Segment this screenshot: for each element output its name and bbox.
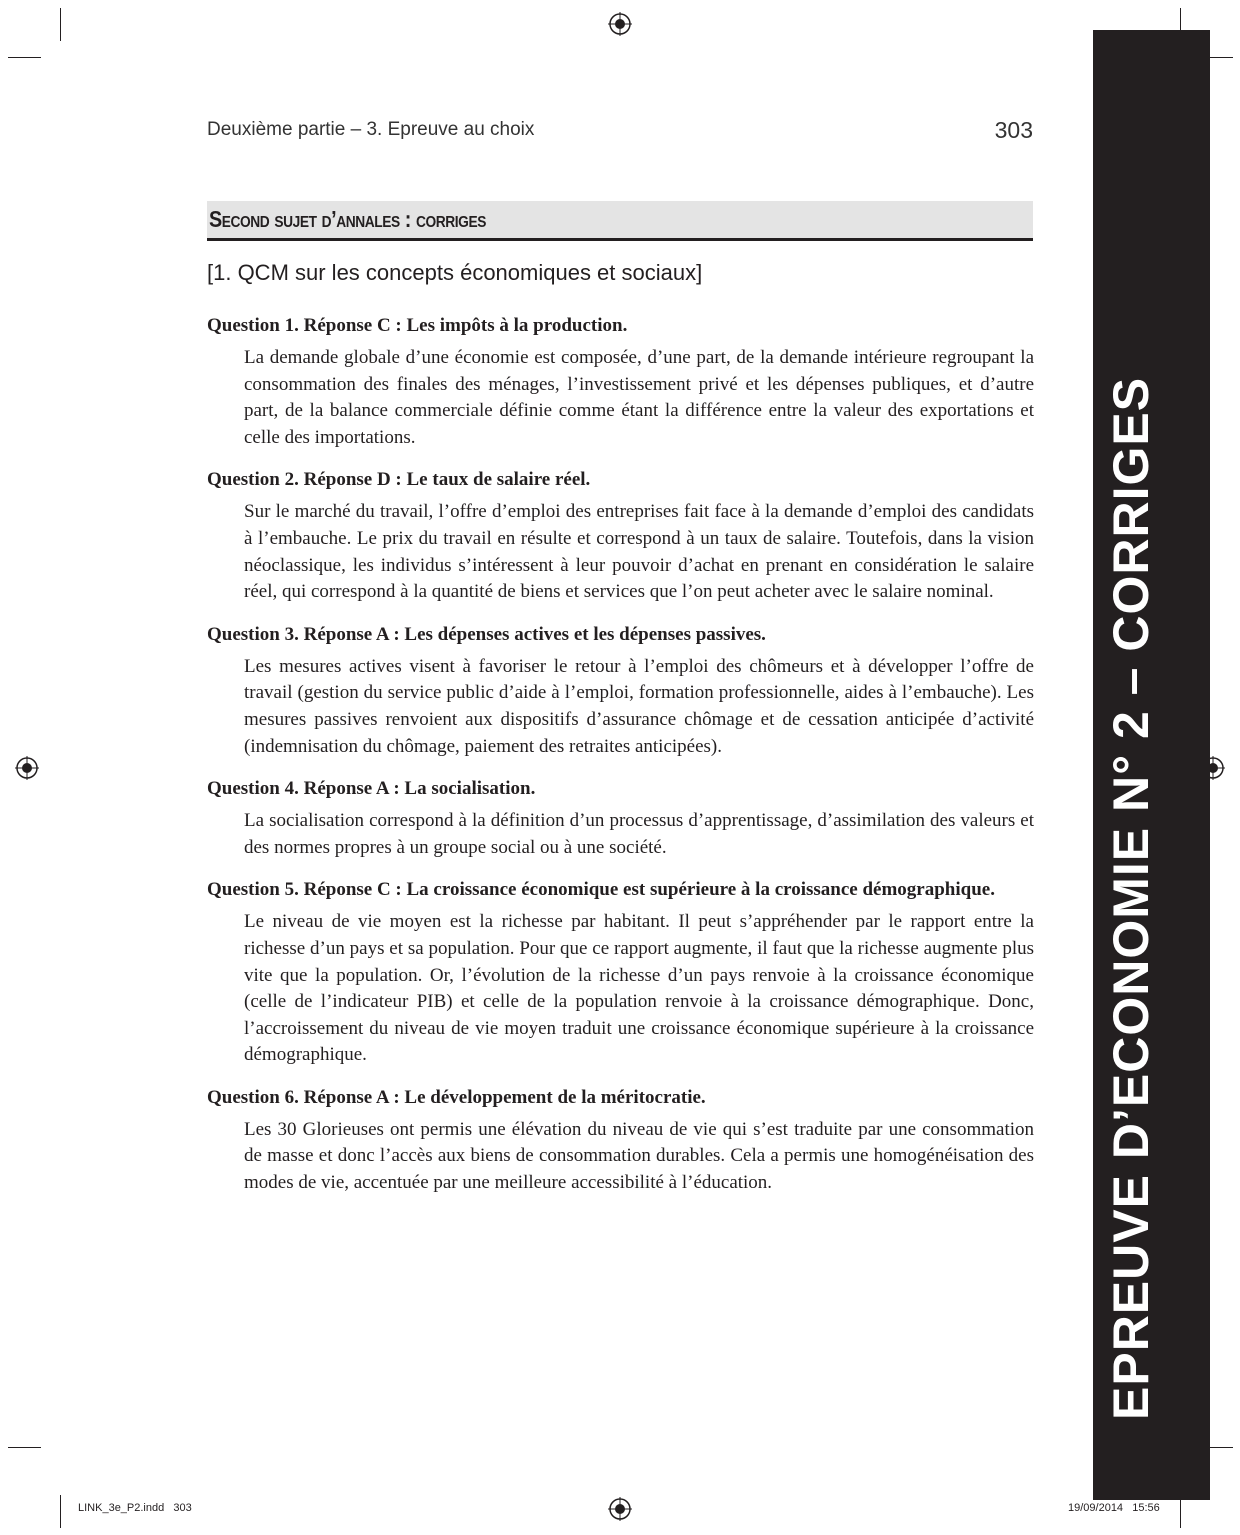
registration-mark-icon [15,756,39,780]
slug-file-info: LINK_3e_P2.indd 303 [78,1502,192,1514]
registration-mark-icon [608,12,632,36]
question-title: Question 3. Réponse A : Les dépenses actives et les dépenses passives. [207,623,766,645]
chapter-side-tab-label: EPREUVE D’ECONOMIE N° 2 – CORRIGES [1103,376,1159,1420]
crop-mark-bottom-left-h [8,1447,41,1448]
running-head-title: Deuxième partie – 3. Epreuve au choix [207,119,535,140]
question-answer: La socialisation correspond à la définition d’un processus d’apprentissage, d’assimilation des valeurs et des normes propres à un groupe social ou à une société. [244,810,1034,858]
crop-mark-top-left-h [8,57,41,58]
question-title: Question 5. Réponse C : La croissance économique est supérieure à la croissance démographique. [207,879,995,901]
question-answer: Les 30 Glorieuses ont permis une élévation du niveau de vie qui s’est traduite par une consommation de masse et donc l’accès aux biens de consommation durables. Cela a permis une homogénéisation des modes de vie, accentuée par une meilleure accessibilité à l’éducation. [244,1118,1034,1194]
question-title: Question 2. Réponse D : Le taux de salaire réel. [207,469,591,491]
question-item [207,1085,1034,1197]
question-title: Question 1. Réponse C : Les impôts à la production. [207,315,628,336]
question-item [207,313,1034,451]
question-item [207,467,1034,605]
crop-mark-bottom-left-v [60,1495,61,1528]
slug-date-info: 19/09/2014 15:56 [1068,1502,1160,1514]
question-answer: Sur le marché du travail, l’offre d’emploi des entreprises fait face à la demande d’emploi des candidats à l’embauche. Le prix du travail en résulte et correspond à un taux de salaire. Toutefois, dans la vision néoclassique, les individus s’intéressent à leur pouvoir d’achat en prenant en considération le salaire réel, qui correspond à la quantité de biens et services que l’on peut acheter avec le salaire nominal. [244,501,1034,603]
running-head [207,117,1033,145]
section-title-bar [207,201,1033,241]
registration-mark-icon [608,1497,632,1521]
question-item [207,776,1034,861]
question-title: Question 4. Réponse A : La socialisation. [207,778,536,800]
question-title: Question 6. Réponse A : Le développement de la méritocratie. [207,1086,706,1108]
question-item [207,622,1034,760]
section-title: Second sujet d’annales : corriges [209,206,486,232]
question-item [207,877,1034,1069]
crop-mark-top-left-v [60,8,61,41]
question-answer: Le niveau de vie moyen est la richesse par habitant. Il peut s’appréhender par le rapport entre la richesse d’un pays et sa population. Pour que ce rapport augmente, il faut que la richesse augmente plus vite que la population. Or, l’évolution de la richesse d’un pays renvoie à la croissance économique (celle de l’indicateur PIB) et celle de la population renvoie à la croissance démographique. Donc, l’accroissement du niveau de vie moyen traduit une croissance économique supérieure à la croissance démographique. [244,911,1034,1066]
page-number: 303 [994,117,1033,143]
question-answer: Les mesures actives visent à favoriser le retour à l’emploi des chômeurs et à développer l’offre de travail (gestion du service public d’aide à l’emploi, formation professionnelle, aides à l’embauche). Les mesures passives renvoient aux dispositifs d’assurance chômage et de cessation anticipée d’activité (indemnisation du chômage, paiement des retraites anticipées). [244,655,1034,757]
subsection-heading: [1. QCM sur les concepts économiques et sociaux] [207,260,703,285]
questions-list [207,313,1034,1213]
question-answer: La demande globale d’une économie est composée, d’une part, de la demande intérieure regroupant la consommation des finales des ménages, l’investissement privé et les dépenses publiques, et d’autre part, de la balance commerciale définie comme étant la différence entre la valeur des exportations et celle des importations. [244,347,1034,448]
